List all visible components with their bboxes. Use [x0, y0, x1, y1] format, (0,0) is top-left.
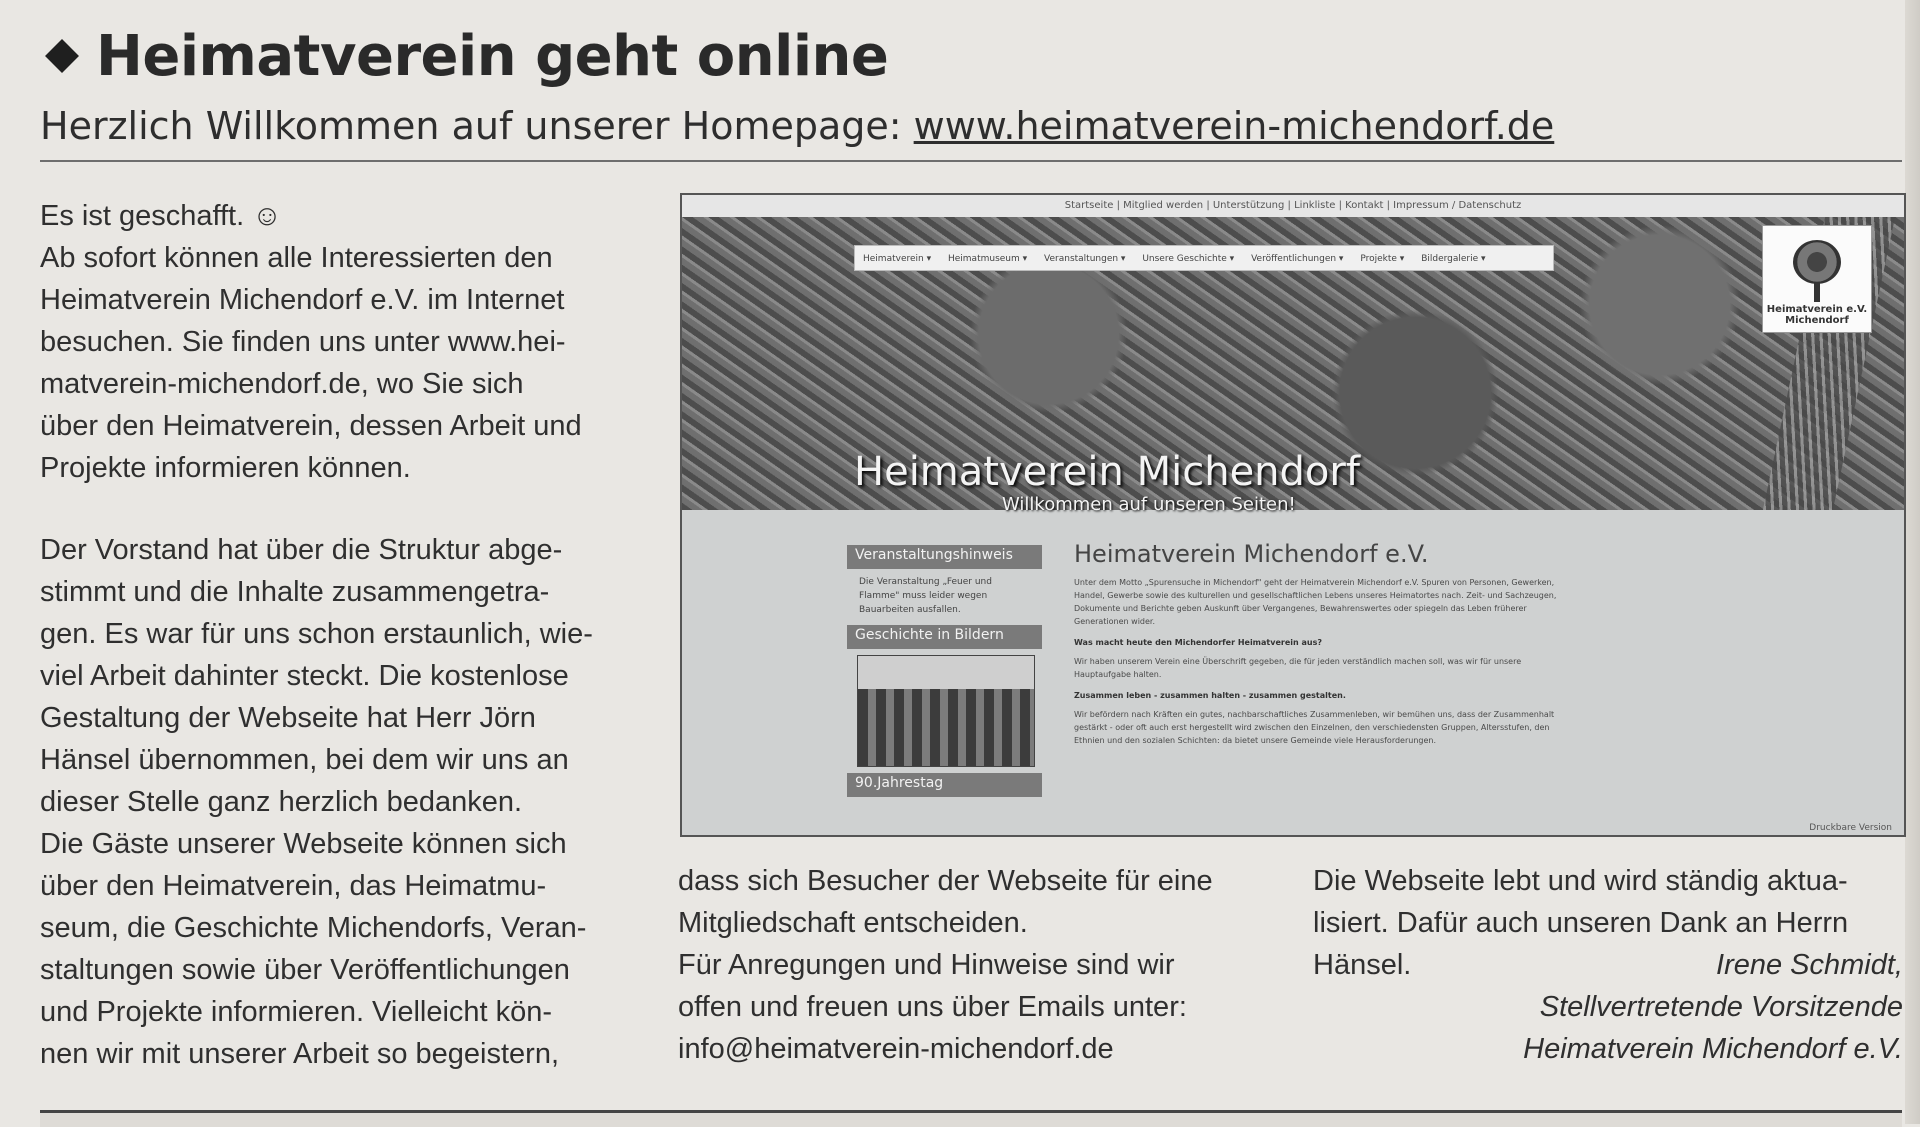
menu-item-veranstaltungen[interactable]: Veranstaltungen ▾	[1044, 254, 1126, 264]
subtitle-text: Herzlich Willkommen auf unserer Homepage:	[40, 104, 914, 148]
text-line: dass sich Besucher der Webseite für eine	[678, 865, 1213, 897]
text-line: Mitgliedschaft entscheiden.	[678, 907, 1028, 939]
signature-role: Stellvertretende Vorsitzende	[1539, 991, 1903, 1023]
hero-subtitle: Willkommen auf unseren Seiten!	[1002, 494, 1296, 515]
menu-item-bildergalerie[interactable]: Bildergalerie ▾	[1421, 254, 1486, 264]
column-1	[40, 195, 630, 1075]
signature-org: Heimatverein Michendorf e.V.	[1523, 1033, 1903, 1065]
menu-item-projekte[interactable]: Projekte ▾	[1360, 254, 1405, 264]
sidebar-heading-anniversary: 90.Jahrestag	[847, 773, 1042, 797]
article-subtitle	[40, 100, 1900, 152]
text-line: besuchen. Sie finden uns unter www.hei-	[40, 326, 566, 358]
text-line: Heimatverein Michendorf e.V. im Internet	[40, 284, 565, 316]
text-line: gen. Es war für uns schon erstaunlich, wie-	[40, 618, 593, 650]
text-line: über den Heimatverein, dessen Arbeit und	[40, 410, 582, 442]
website-main-content	[1074, 540, 1574, 747]
menu-item-heimatmuseum[interactable]: Heimatmuseum ▾	[947, 254, 1028, 264]
website-subheading: Zusammen leben - zusammen halten - zusammen gestalten.	[1074, 691, 1346, 700]
website-paragraph: Unter dem Motto „Spurensuche in Michendorf" geht der Heimatverein Michendorf e.V. Spuren von Personen, Gewerken, Handel, Gewerbe sowie des kulturellen und gesellschaftlichen Lebens unseres Heimatortes nach. Zeit- und Sachzeugen, Dokumente und Berichte geben Auskunft über Vergangenes, Bewahrenswertes oder spiegeln das Leben früherer Generationen wider.	[1074, 578, 1557, 626]
column-2	[678, 860, 1278, 1070]
diamond-bullet-icon	[45, 39, 79, 73]
hero-title: Heimatverein Michendorf	[854, 449, 1360, 495]
homepage-link[interactable]: www.heimatverein-michendorf.de	[913, 104, 1555, 148]
text-line: seum, die Geschichte Michendorfs, Veran-	[40, 912, 587, 944]
website-sidebar	[847, 545, 1042, 797]
website-subheading: Was macht heute den Michendorfer Heimatverein aus?	[1074, 638, 1322, 647]
text-line: Die Webseite lebt und wird ständig aktua-	[1313, 865, 1848, 897]
historic-station-photo[interactable]	[857, 655, 1035, 767]
text-line: viel Arbeit dahinter steckt. Die kostenlose	[40, 660, 569, 692]
next-article-border	[40, 1110, 1902, 1127]
text-line: und Projekte informieren. Vielleicht kön-	[40, 996, 553, 1028]
text-line: staltungen sowie über Veröffentlichungen	[40, 954, 570, 986]
text-line: Es ist geschafft. ☺	[40, 200, 282, 232]
website-screenshot	[680, 193, 1906, 837]
text-line: Gestaltung der Webseite hat Herr Jörn	[40, 702, 536, 734]
website-top-nav[interactable]: Startseite | Mitglied werden | Unterstützung | Linkliste | Kontakt | Impressum / Datenschutz	[682, 195, 1904, 217]
hero-aerial-image	[682, 217, 1904, 515]
menu-item-heimatverein[interactable]: Heimatverein ▾	[863, 254, 932, 264]
article-title: Heimatverein geht online	[96, 23, 889, 89]
header-rule	[40, 160, 1902, 162]
text-line: über den Heimatverein, das Heimatmu-	[40, 870, 547, 902]
text-line: lisiert. Dafür auch unseren Dank an Herrn	[1313, 907, 1849, 939]
paragraph-2	[40, 529, 630, 1075]
website-menu-bar	[854, 245, 1554, 271]
text-line: offen und freuen uns über Emails unter:	[678, 991, 1187, 1023]
sidebar-heading-history: Geschichte in Bildern	[847, 625, 1042, 649]
menu-item-geschichte[interactable]: Unsere Geschichte ▾	[1142, 254, 1235, 264]
article-header	[40, 18, 1900, 152]
print-version-link[interactable]: Druckbare Version	[1809, 823, 1892, 833]
text-line: Hänsel.	[1313, 949, 1412, 981]
paragraph-1	[40, 195, 630, 489]
text-line: Projekte informieren können.	[40, 452, 411, 484]
website-paragraph: Wir haben unserem Verein eine Überschrift gegeben, die für jeden verständlich machen soll, was wir für unsere Hauptaufgabe halten.	[1074, 657, 1522, 679]
heimatverein-logo	[1762, 225, 1872, 333]
email-address[interactable]: info@heimatverein-michendorf.de	[678, 1033, 1114, 1065]
text-line: Der Vorstand hat über die Struktur abge-	[40, 534, 563, 566]
text-line: Hänsel übernommen, bei dem wir uns an	[40, 744, 569, 776]
text-line: matverein-michendorf.de, wo Sie sich	[40, 368, 524, 400]
text-line: Die Gäste unserer Webseite können sich	[40, 828, 567, 860]
text-line: Ab sofort können alle Interessierten den	[40, 242, 553, 274]
tree-icon	[1793, 240, 1841, 284]
menu-item-veroeffentlichungen[interactable]: Veröffentlichungen ▾	[1251, 254, 1344, 264]
signature-name: Irene Schmidt,	[1716, 949, 1903, 981]
text-line: Für Anregungen und Hinweise sind wir	[678, 949, 1175, 981]
website-paragraph: Wir befördern nach Kräften ein gutes, nachbarschaftliches Zusammenleben, wir bemühen uns, dass der Zusammenhalt gestärkt - oder oft auch erst hergestellt wird zwischen den Einzelnen, den verschiedensten Gruppen, Altersstufen, den Ethnien und den sozialen Schichten: da bietet unsere Gemeinde viele Herausforderungen.	[1074, 710, 1555, 745]
text-line: nen wir mit unserer Arbeit so begeistern,	[40, 1038, 560, 1070]
text-line: stimmt und die Inhalte zusammengetra-	[40, 576, 550, 608]
column-3	[1313, 860, 1903, 1065]
logo-text: Heimatverein e.V. Michendorf	[1766, 304, 1868, 326]
page-edge	[1905, 0, 1920, 1124]
sidebar-heading-events: Veranstaltungshinweis	[847, 545, 1042, 569]
sidebar-event-text: Die Veranstaltung „Feuer und Flamme" muss leider wegen Bauarbeiten ausfallen.	[859, 577, 992, 615]
website-main-title: Heimatverein Michendorf e.V.	[1074, 540, 1429, 568]
text-line: dieser Stelle ganz herzlich bedanken.	[40, 786, 523, 818]
